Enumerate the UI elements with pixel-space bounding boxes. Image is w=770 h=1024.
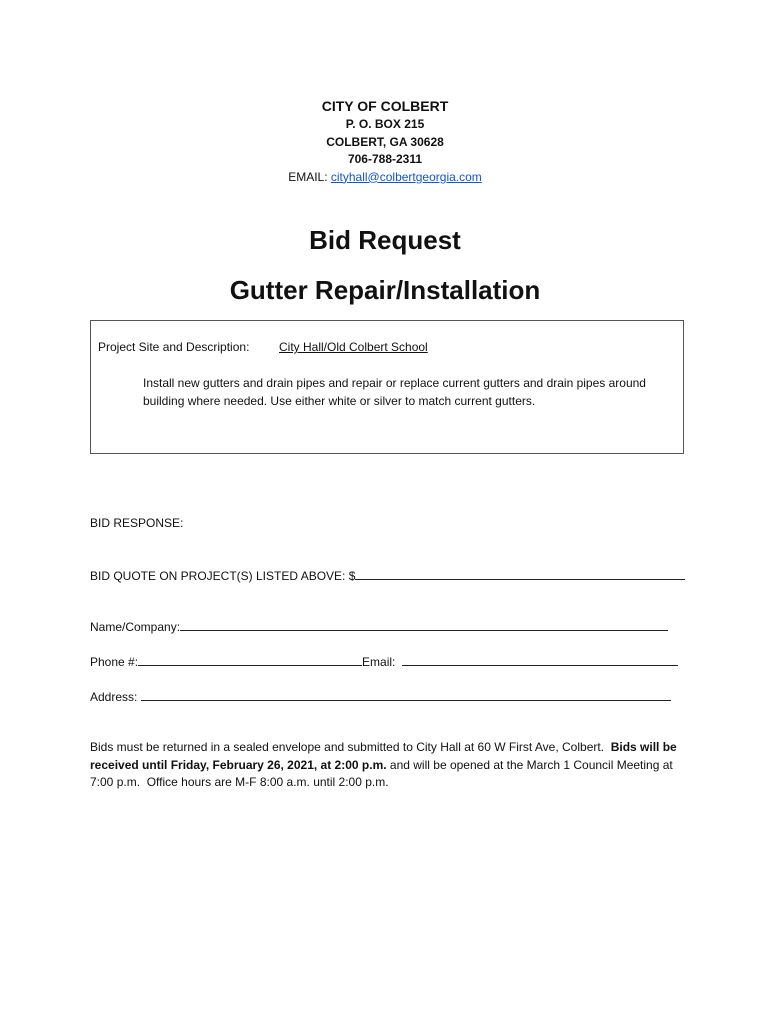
- project-box: [90, 320, 684, 454]
- name-company-label: Name/Company:: [90, 620, 181, 634]
- phone-label: Phone #:: [90, 655, 139, 669]
- city-name: CITY OF COLBERT: [321, 98, 449, 114]
- po-box: P. O. BOX 215: [345, 117, 425, 131]
- title-bid-request: Bid Request: [309, 225, 461, 255]
- notice-part1: Bids must be returned in a sealed envelope and submitted to City Hall at 60 W First Ave, Colbert.: [90, 740, 611, 754]
- notice-deadline: Bids will be received until Friday, February 26, 2021, at 2:00 p.m.: [90, 740, 677, 772]
- bid-response-heading: BID RESPONSE:: [90, 516, 184, 530]
- city-address: COLBERT, GA 30628: [326, 134, 444, 149]
- project-description: Install new gutters and drain pipes and repair or replace current gutters and drain pipes around building where needed. Use either white or silver to match current gutters.: [143, 376, 646, 408]
- project-site: City Hall/Old Colbert School: [279, 340, 428, 354]
- address-blank[interactable]: [141, 688, 671, 701]
- email-line: [0, 169, 770, 187]
- project-label: Project Site and Description:: [98, 340, 250, 354]
- email-label: EMAIL:: [288, 169, 331, 184]
- name-company-blank[interactable]: [180, 618, 668, 631]
- bid-quote-label: BID QUOTE ON PROJECT(S) LISTED ABOVE: $: [90, 569, 356, 583]
- email-blank[interactable]: [402, 653, 678, 666]
- city-phone: 706-788-2311: [347, 152, 423, 166]
- title-gutter-repair: Gutter Repair/Installation: [229, 275, 541, 305]
- name-company-line: [90, 618, 668, 635]
- phone-blank[interactable]: [138, 653, 362, 666]
- address-label: Address:: [90, 690, 141, 704]
- bid-quote-line: [90, 567, 685, 584]
- notice-part2: and will be opened at the March 1 Council Meeting at 7:00 p.m. Office hours are M-F 8:00 a.m. until 2:00 p.m.: [90, 757, 677, 789]
- email-field-label: Email:: [362, 655, 396, 669]
- email-link[interactable]: cityhall@colbertgeorgia.com: [330, 169, 482, 184]
- phone-email-line: [90, 653, 678, 670]
- bid-quote-blank[interactable]: [355, 567, 685, 580]
- submission-notice: [90, 739, 690, 792]
- letterhead: [0, 96, 770, 186]
- address-line: [90, 688, 671, 705]
